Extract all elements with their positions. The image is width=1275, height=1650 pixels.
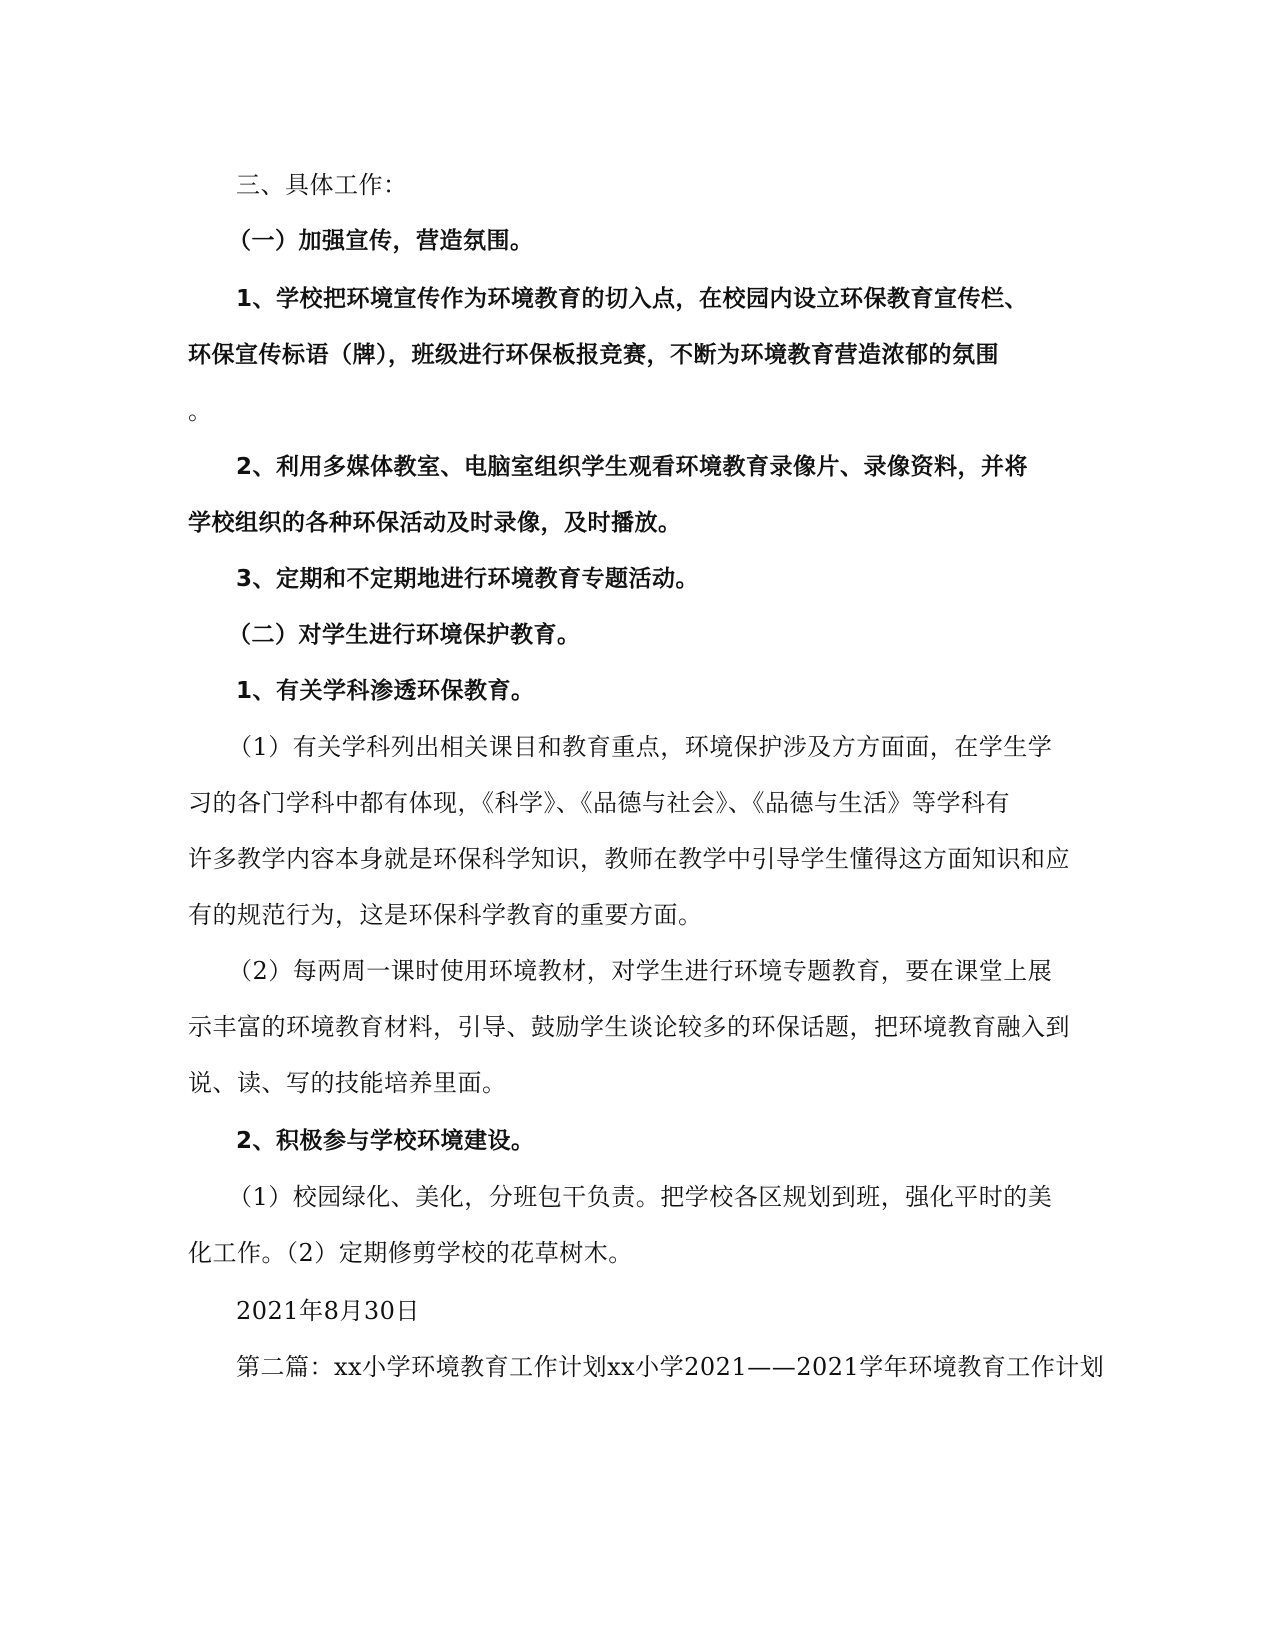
paragraph-line: 示丰富的环境教育材料，引导、鼓励学生谈论较多的环保话题，把环境教育融入到 xyxy=(188,1013,1070,1041)
subsection-heading-1: （一）加强宣传，营造氛围。 xyxy=(228,228,534,254)
paragraph-line: 3、定期和不定期地进行环境教育专题活动。 xyxy=(236,566,700,592)
paragraph-line: 有的规范行为，这是环保科学教育的重要方面。 xyxy=(188,901,703,929)
paragraph-line: 许多教学内容本身就是环保科学知识，教师在教学中引导学生懂得这方面知识和应 xyxy=(188,845,1070,873)
document-date: 2021年8月30日 xyxy=(236,1297,420,1325)
paragraph-line: 。 xyxy=(188,397,213,425)
subsection-heading-2: （二）对学生进行环境保护教育。 xyxy=(228,622,581,648)
paragraph-line: 学校组织的各种环保活动及时录像，及时播放。 xyxy=(188,510,682,536)
paragraph-line: 说、读、写的技能培养里面。 xyxy=(188,1069,507,1097)
paragraph-line: （2）每两周一课时使用环境教材，对学生进行环境专题教育，要在课堂上展 xyxy=(228,957,1053,985)
paragraph-line: 2、积极参与学校环境建设。 xyxy=(236,1128,535,1154)
paragraph-line: 化工作。（2）定期修剪学校的花草树木。 xyxy=(188,1239,633,1267)
paragraph-line: 1、学校把环境宣传作为环境教育的切入点，在校园内设立环保教育宣传栏、 xyxy=(236,286,1029,312)
next-section-title: 第二篇：xx小学环境教育工作计划xx小学2021——2021学年环境教育工作计划 xyxy=(236,1353,1105,1381)
paragraph-line: 1、有关学科渗透环保教育。 xyxy=(236,678,535,704)
paragraph-line: 习的各门学科中都有体现，《科学》、《品德与社会》、《品德与生活》等学科有 xyxy=(188,789,1010,817)
paragraph-line: （1）校园绿化、美化，分班包干负责。把学校各区规划到班，强化平时的美 xyxy=(228,1183,1053,1211)
section-heading: 三、具体工作： xyxy=(236,171,408,199)
paragraph-line: 环保宣传标语（牌），班级进行环保板报竞赛，不断为环境教育营造浓郁的氛围 xyxy=(188,342,999,368)
paragraph-line: （1）有关学科列出相关课目和教育重点，环境保护涉及方方面面，在学生学 xyxy=(228,733,1053,761)
paragraph-line: 2、利用多媒体教室、电脑室组织学生观看环境教育录像片、录像资料，并将 xyxy=(236,454,1029,480)
